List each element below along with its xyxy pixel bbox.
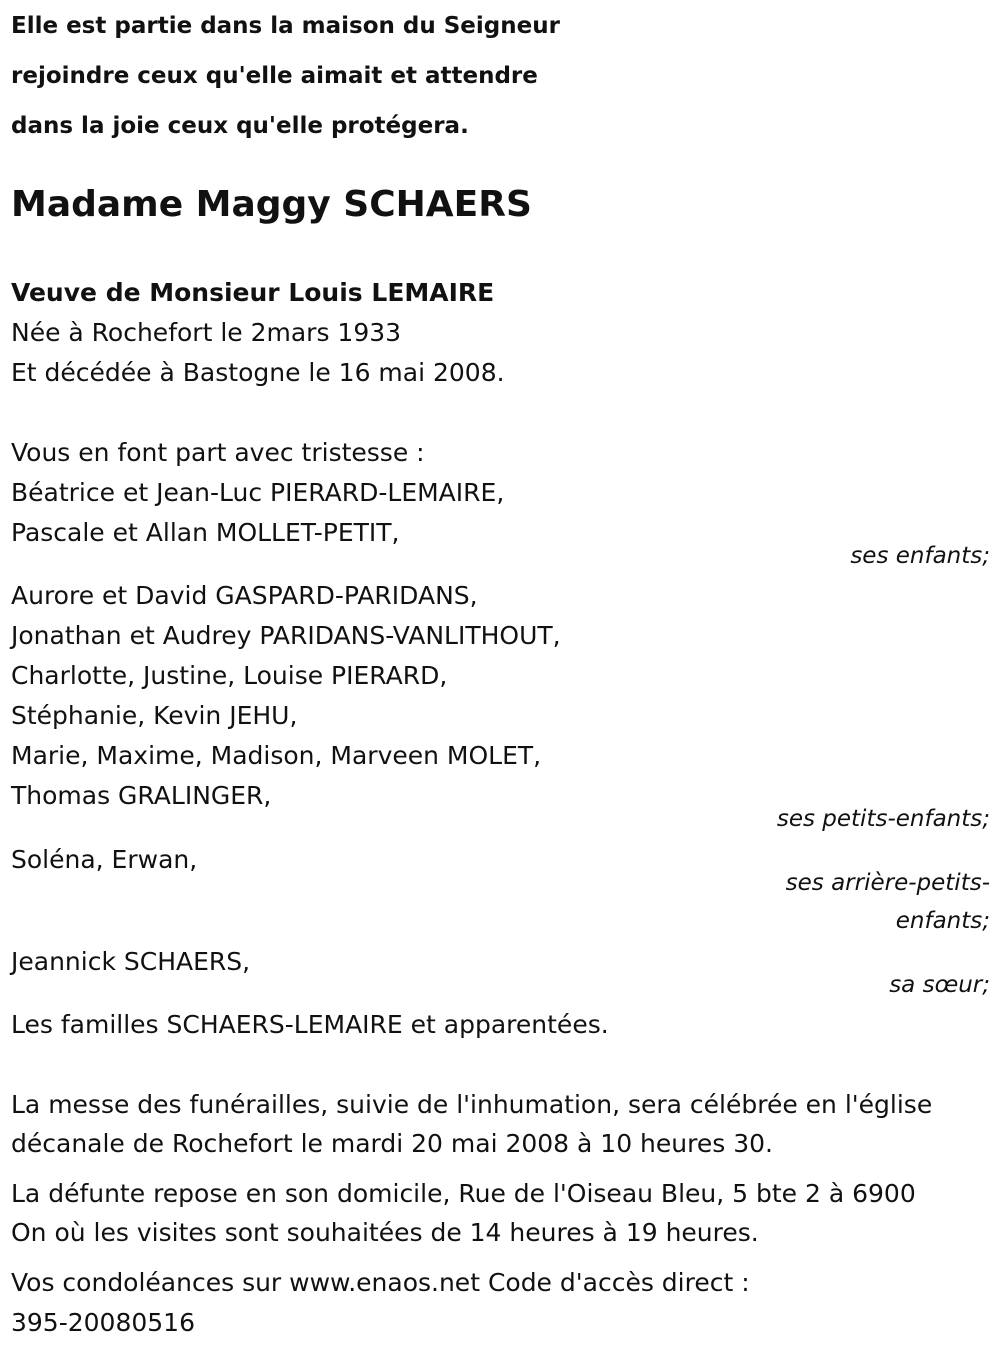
verse-line-1: Elle est partie dans la maison du Seigneur	[11, 13, 560, 39]
deceased-name: Madame Maggy SCHAERS	[11, 184, 532, 225]
death-info: Et décédée à Bastogne le 16 mai 2008.	[11, 358, 505, 387]
sister-line: Jeannick SCHAERS,	[11, 947, 251, 976]
condolences-line: Vos condoléances sur www.enaos.net Code d'accès direct :	[11, 1268, 750, 1297]
grandchild-line: Charlotte, Justine, Louise PIERARD,	[11, 661, 448, 690]
widow-of: Veuve de Monsieur Louis LEMAIRE	[11, 278, 495, 307]
rest-line-1: La défunte repose en son domicile, Rue de l'Oiseau Bleu, 5 bte 2 à 6900	[11, 1179, 916, 1208]
birth-info: Née à Rochefort le 2mars 1933	[11, 318, 402, 347]
family-intro: Vous en font part avec tristesse :	[11, 438, 425, 467]
rest-line-2: On où les visites sont souhaitées de 14 heures à 19 heures.	[11, 1218, 759, 1247]
verse-line-3: dans la joie ceux qu'elle protégera.	[11, 113, 469, 139]
grandchildren-label: ses petits-enfants;	[776, 806, 990, 832]
grandchild-line: Stéphanie, Kevin JEHU,	[11, 701, 298, 730]
mass-line-2: décanale de Rochefort le mardi 20 mai 2008 à 10 heures 30.	[11, 1129, 773, 1158]
access-code: 395-20080516	[11, 1308, 195, 1337]
great-grandchildren-label-2: enfants;	[895, 908, 990, 934]
great-grandchild-line: Soléna, Erwan,	[11, 845, 198, 874]
child-line: Pascale et Allan MOLLET-PETIT,	[11, 518, 400, 547]
grandchild-line: Aurore et David GASPARD-PARIDANS,	[11, 581, 478, 610]
children-label: ses enfants;	[850, 543, 990, 569]
sister-label: sa sœur;	[889, 972, 990, 998]
mass-line-1: La messe des funérailles, suivie de l'inhumation, sera célébrée en l'église	[11, 1090, 933, 1119]
great-grandchildren-label-1: ses arrière-petits-	[785, 870, 990, 896]
verse-line-2: rejoindre ceux qu'elle aimait et attendre	[11, 63, 538, 89]
grandchild-line: Marie, Maxime, Madison, Marveen MOLET,	[11, 741, 542, 770]
families-line: Les familles SCHAERS-LEMAIRE et apparentées.	[11, 1010, 609, 1039]
grandchild-line: Jonathan et Audrey PARIDANS-VANLITHOUT,	[11, 621, 561, 650]
grandchild-line: Thomas GRALINGER,	[11, 781, 272, 810]
child-line: Béatrice et Jean-Luc PIERARD-LEMAIRE,	[11, 478, 505, 507]
